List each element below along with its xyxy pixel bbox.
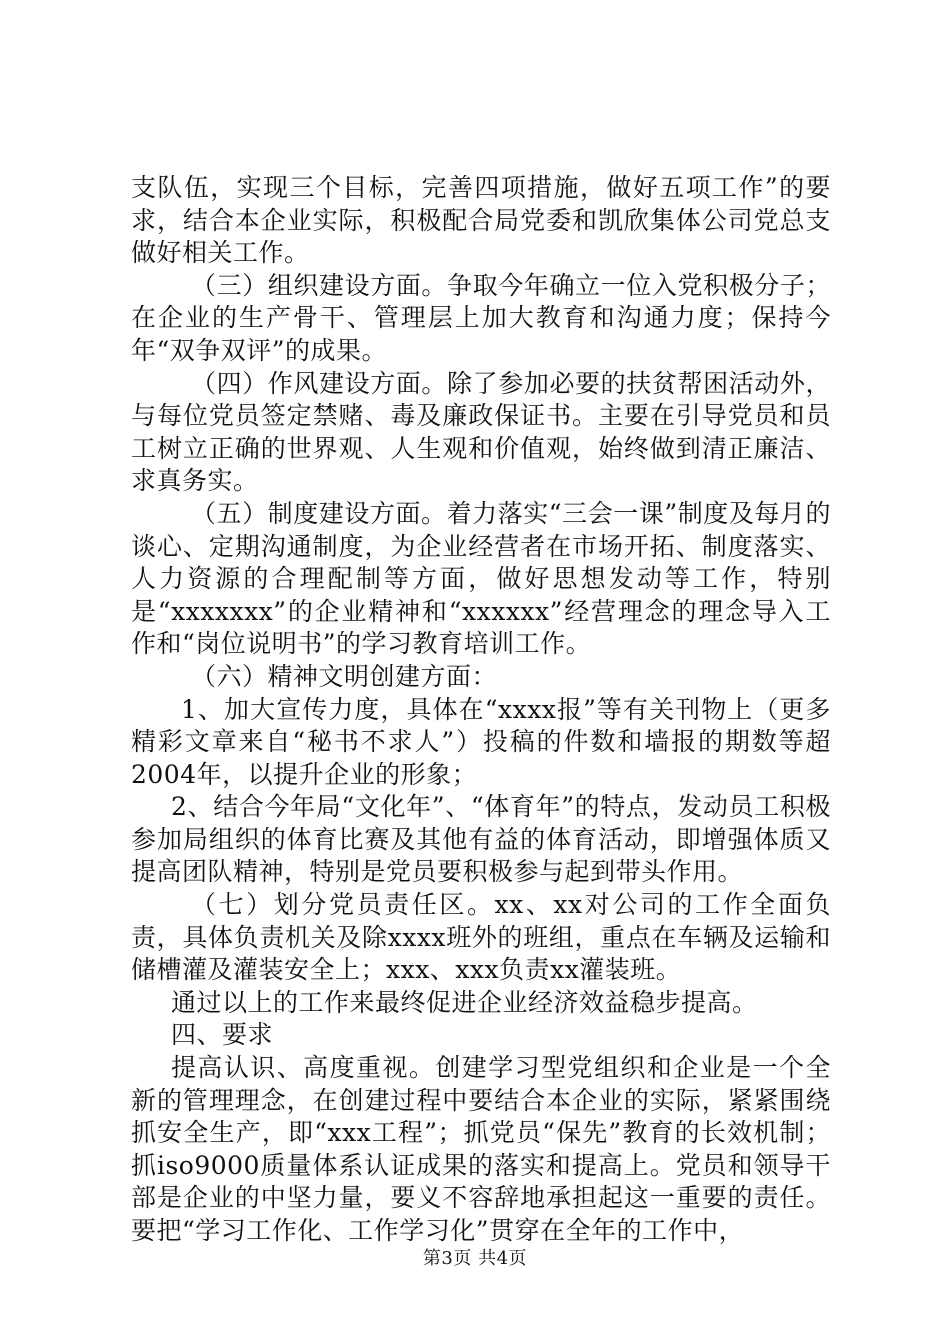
paragraph-responsibility: （七）划分党员责任区。xx、xx对公司的工作全面负责，具体负责机关及除xxxx班外的班组，重点在车辆及运输和储槽灌及灌装安全上；xxx、xxx负责xx灌装班。 xyxy=(131,890,831,985)
paragraph-work-style: （四）作风建设方面。除了参加必要的扶贫帮困活动外，与每位党员签定禁赌、毒及廉政保证书。主要在引导党员和员工树立正确的世界观、人生观和价值观，始终做到清正廉洁、求真务实。 xyxy=(131,368,831,496)
paragraph-requirements: 提高认识、高度重视。创建学习型党组织和企业是一个全新的管理理念，在创建过程中要结合本企业的实际，紧紧围绕抓安全生产，即“xxx工程”；抓党员“保先”教育的长效机制；抓iso9000质量体系认证成果的落实和提高上。党员和领导干部是企业的中坚力量，要义不容辞地承担起这一重要的责任。要把“学习工作化、工作学习化”贯穿在全年的工作中， xyxy=(131,1053,831,1245)
paragraph-item-1: 1、加大宣传力度，具体在“xxxx报”等有关刊物上（更多精彩文章来自“秘书不求人”）投稿的件数和墙报的期数等超2004年，以提升企业的形象； xyxy=(131,694,831,789)
paragraph-system: （五）制度建设方面。着力落实“三会一课”制度及每月的谈心、定期沟通制度，为企业经营者在市场开拓、制度落实、人力资源的合理配制等方面，做好思想发动等工作，特别是“xxxxxxx”的企业精神和“xxxxxx”经营理念的理念导入工作和“岗位说明书”的学习教育培训工作。 xyxy=(131,498,831,659)
paragraph-continuation: 支队伍，实现三个目标，完善四项措施，做好五项工作”的要求，结合本企业实际，积极配合局党委和凯欣集体公司党总支做好相关工作。 xyxy=(131,173,831,268)
document-body xyxy=(131,172,831,1248)
paragraph-organization: （三）组织建设方面。争取今年确立一位入党积极分子；在企业的生产骨干、管理层上加大教育和沟通力度；保持今年“双争双评”的成果。 xyxy=(131,270,831,365)
paragraph-conclusion: 通过以上的工作来最终促进企业经济效益稳步提高。 xyxy=(171,987,758,1017)
page-footer xyxy=(0,1244,950,1270)
paragraph-item-2: 2、结合今年局“文化年”、“体育年”的特点，发动员工积极参加局组织的体育比赛及其他有益的体育活动，即增强体质又提高团队精神，特别是党员要积极参与起到带头作用。 xyxy=(131,792,831,887)
section-heading-requirements: 四、要求 xyxy=(171,1020,274,1050)
page-number-label: 第3页 共4页 xyxy=(422,1248,528,1269)
paragraph-civilization-heading: （六）精神文明创建方面： xyxy=(191,661,498,691)
